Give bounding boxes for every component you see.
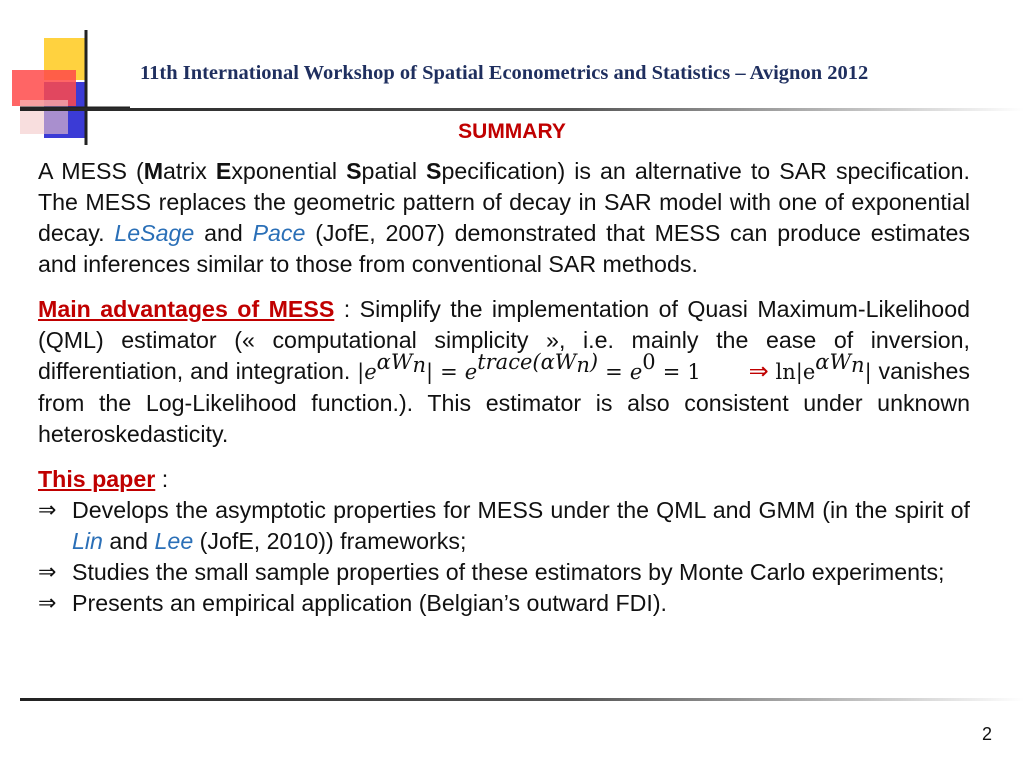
author-lee: Lee <box>154 528 194 554</box>
para1-text: A MESS ( <box>38 158 144 184</box>
bullet-text: Studies the small sample properties of these estimators by Monte Carlo experiments; <box>72 559 945 585</box>
para1-text: pecification) is an alternative to SAR specification. The MESS replaces the geometric pattern of decay in SAR model with one of exponential decay. <box>38 158 970 246</box>
acronym-letter-s: S <box>426 158 442 184</box>
this-paper-heading-line <box>38 464 970 495</box>
bullet-text: and <box>102 528 155 554</box>
para1-text: xponential <box>231 158 347 184</box>
formula-part: αW <box>815 350 852 374</box>
para2-text: vanishes from the Log-Likelihood function.). This estimator is also consistent under unknown heteroskedasticity. <box>38 358 970 447</box>
author-lesage: LeSage <box>114 220 195 246</box>
implies-arrow-icon: ⇒ <box>38 498 57 523</box>
para1-text: (JofE, 2007) demonstrated that MESS can produce estimates and inferences similar to those from conventional SAR methods. <box>38 220 970 277</box>
formula-part: 0 <box>642 350 656 374</box>
author-lin: Lin <box>72 528 103 554</box>
this-paper-colon: : <box>155 466 169 492</box>
formula-part: | = e <box>425 360 478 384</box>
formula-part: = 1 <box>655 360 701 384</box>
para2-text: : Simplify the implementation of Quasi Maximum-Likelihood (QML) estimator (« computational simplicity », i.e. mainly the ease of inversion, differentiation, and integration. <box>38 296 970 384</box>
formula-part: ln|e <box>775 360 816 384</box>
determinant-formula <box>357 350 701 384</box>
summary-heading: SUMMARY <box>458 120 566 143</box>
header-divider <box>20 108 1024 111</box>
slide-content <box>38 156 970 619</box>
list-item <box>38 495 970 557</box>
page-number: 2 <box>981 724 992 744</box>
para1-text: patial <box>361 158 427 184</box>
implies-arrow-icon: ⇒ <box>38 591 57 616</box>
bullet-text: Presents an empirical application (Belgian’s outward FDI). <box>72 590 667 616</box>
acronym-letter-s: S <box>346 158 362 184</box>
formula-part: | <box>864 360 872 384</box>
this-paper-heading: This paper <box>38 466 156 492</box>
bullet-text: Develops the asymptotic properties for MESS under the QML and GMM (in the spirit of <box>72 497 970 523</box>
author-pace: Pace <box>252 220 306 246</box>
log-determinant-formula <box>775 350 872 384</box>
formula-part: αW <box>376 350 413 374</box>
formula-part: |e <box>357 360 377 384</box>
para1-text: and <box>194 220 253 246</box>
contributions-list <box>38 495 970 619</box>
formula-part: = e <box>598 360 643 384</box>
mess-definition-paragraph <box>38 156 970 280</box>
main-advantages-paragraph <box>38 294 970 450</box>
header-title: 11th International Workshop of Spatial Econometrics and Statistics – Avignon 2012 <box>140 62 869 84</box>
implies-arrow-icon: ⇒ <box>38 560 57 585</box>
list-item <box>38 588 970 619</box>
formula-part: n <box>851 353 865 377</box>
main-advantages-heading: Main advantages of MESS <box>38 296 335 322</box>
acronym-letter-e: E <box>215 158 232 184</box>
bullet-text: (JofE, 2010)) frameworks; <box>193 528 467 554</box>
implies-arrow-icon: ⇒ <box>748 357 769 385</box>
list-item <box>38 557 970 588</box>
formula-part: trace(αW <box>477 350 577 374</box>
para1-text: atrix <box>163 158 216 184</box>
acronym-letter-m: M <box>143 158 164 184</box>
formula-part: ) <box>589 350 599 374</box>
formula-part: n <box>576 353 590 377</box>
formula-part: n <box>412 353 426 377</box>
footer-divider <box>20 698 1024 701</box>
